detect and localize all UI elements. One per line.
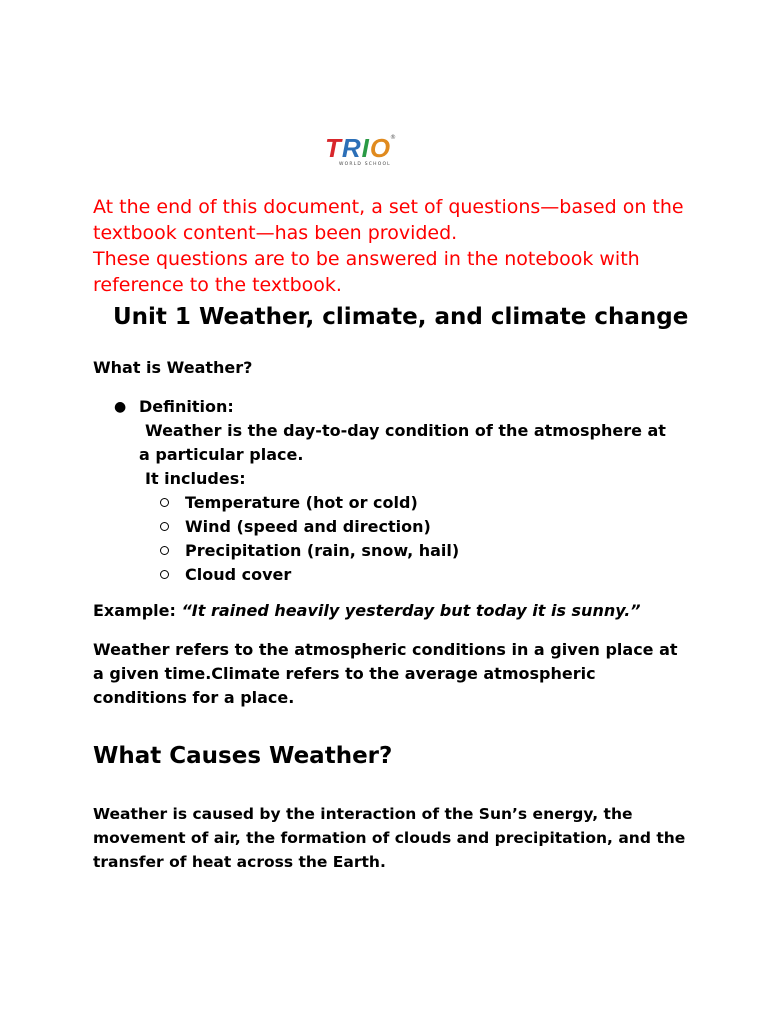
circle-bullet-icon [160,546,169,555]
weather-climate-paragraph: Weather refers to the atmospheric conditions in a given place at a given time.Climate refers to the average atmospheric conditions for a place. [93,640,678,707]
section-heading-what-is-weather: What is Weather? [93,358,253,377]
section-heading-what-causes-weather: What Causes Weather? [93,743,393,769]
logo-wordmark: TRIO [325,133,392,163]
example-line [93,599,641,623]
example-quote: “It rained heavily yesterday but today it is sunny.” [181,601,641,620]
includes-label: It includes: [145,469,246,488]
notice-line-2: These questions are to be answered in the notebook with reference to the textbook. [93,248,640,296]
logo-subtitle: WORLD SCHOOL [339,162,391,167]
circle-bullet-icon [160,570,169,579]
definition-text: Weather is the day-to-day condition of the atmosphere at a particular place. [139,421,666,464]
definition-label: Definition: [139,397,234,416]
list-item: Cloud cover [160,563,459,587]
notice-line-1: At the end of this document, a set of questions—based on the textbook content—has been provided. [93,196,684,244]
list-item: Temperature (hot or cold) [160,491,459,515]
list-item: Wind (speed and direction) [160,515,459,539]
list-item: Precipitation (rain, snow, hail) [160,539,459,563]
weather-components-list [160,491,459,587]
circle-bullet-icon [160,522,169,531]
causes-paragraph: Weather is caused by the interaction of the Sun’s energy, the movement of air, the formation of clouds and precipitation, and the transfer of heat across the Earth. [93,805,686,871]
unit-title: Unit 1 Weather, climate, and climate change [113,304,689,330]
school-logo [325,134,397,174]
example-label: Example: [93,601,176,620]
registered-mark: ® [390,134,396,141]
notice-text [93,194,693,298]
circle-bullet-icon [160,498,169,507]
bullet-icon: ● [114,399,127,415]
